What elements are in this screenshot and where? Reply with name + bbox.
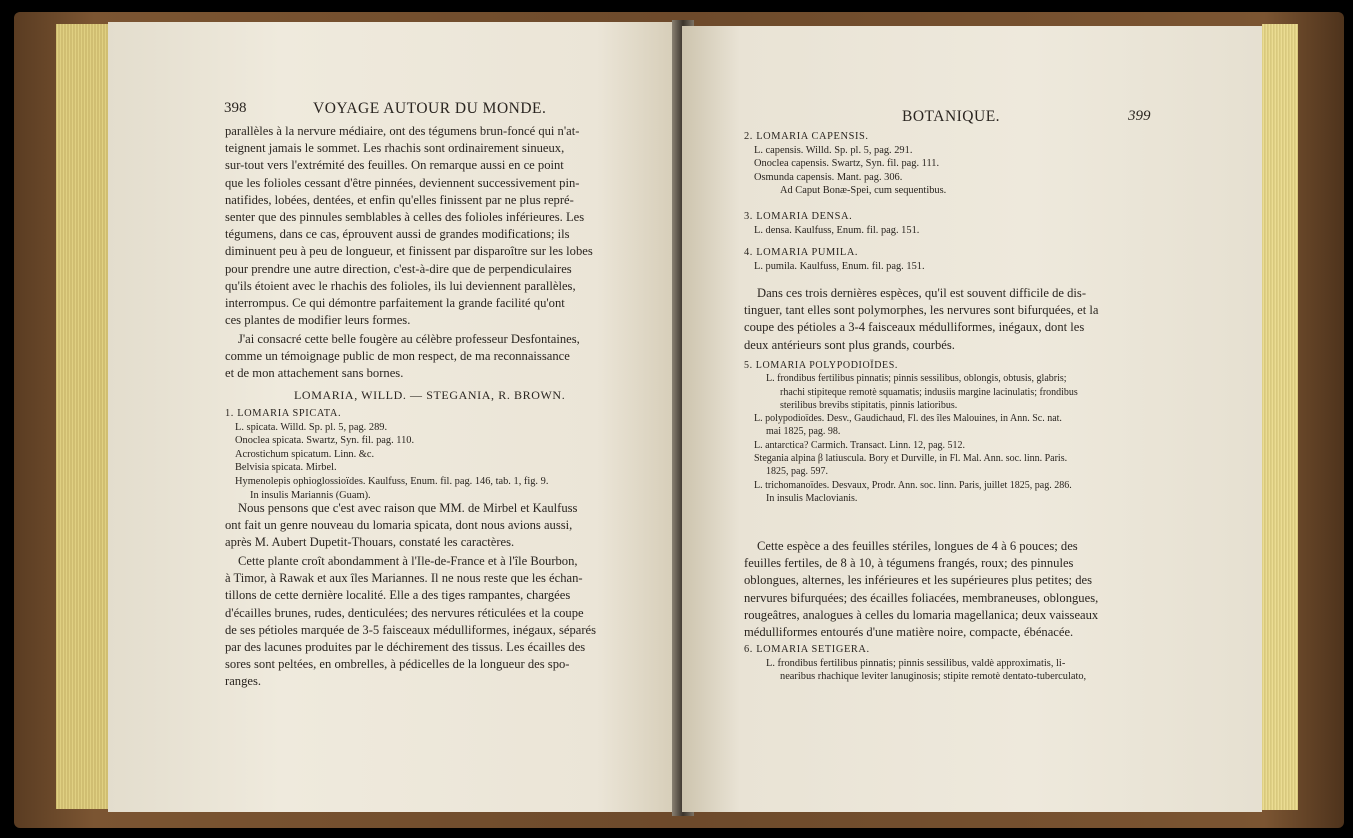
paragraph: parallèles à la nervure médiaire, ont des tégumens brun-foncé qui n'at- teignent jamais le sommet. Les rhachis sont ordinairement sinueux, sur-tout vers l'extrémité des feuilles. On remarque aussi en ce point que les folioles cessant d'être pinnées, deviennent successivement pin- natifides, lobées, dentées, et enfin qu'elles finissent par ne plus repré- senter que des pinnules semblables à celles des folioles inférieures. Les tégumens, dans ce cas, éprouvent aussi de grandes modifications; ils diminuent peu à peu de longueur, et finissent par disparoître sur les lobes pour prendre une autre direction, c'est-à-dire que de perpendiculaires qu'ils étoient avec le rhachis des folioles, ils lui deviennent parallèles, interrompus. Ce qui démontre parfaitement la grande facilité qu'ont ces plantes de modifier leurs formes.: [225, 124, 593, 328]
species-entry: 5. LOMARIA POLYPODIOÏDES. L. frondibus fertilibus pinnatis; pinnis sessilibus, oblongis, obtusis, glabris; rhachi stipiteque remotè squamatis; indusiis margine lacinulatis; frondibus sterilibus brevibs stipitatis, pinnis latioribus. L. polypodioïdes. Desv., Gaudichaud, Fl. des îles Malouines, in Ann. Sc. nat. mai 1825, pag. 98. L. antarctica? Carmich. Transact. Linn. 12, pag. 512. Stegania alpina β latiuscula. Bory et Durville, in Fl. Mal. Ann. soc. linn. Paris. 1825, pag. 597. L. trichomanoïdes. Desvaux, Prodr. Ann. soc. linn. Paris, juillet 1825, pag. 286. In insulis Maclovianis.: [744, 360, 1078, 504]
page-number: 398: [224, 100, 247, 116]
genus-heading: LOMARIA, WILLD. — STEGANIA, R. BROWN.: [294, 388, 566, 402]
right-page-edges: [1262, 24, 1298, 810]
species-heading: 2. LOMARIA CAPENSIS.: [744, 131, 869, 142]
species-entry: 2. LOMARIA CAPENSIS. L. capensis. Willd. Sp. pl. 5, pag. 291. Onoclea capensis. Swartz, Syn. fil. pag. 111. Osmunda capensis. Mant. pag. 306. Ad Caput Bonæ-Spei, cum sequentibus.: [744, 131, 947, 197]
running-head: VOYAGE AUTOUR DU MONDE.: [313, 100, 547, 117]
species-heading: 3. LOMARIA DENSA.: [744, 211, 853, 222]
left-page-edges: [56, 24, 108, 809]
paragraph: J'ai consacré cette belle fougère au célèbre professeur Desfontaines, comme un témoignage public de mon respect, de ma reconnaissance et de mon attachement sans bornes.: [225, 332, 580, 381]
species-entry: 4. LOMARIA PUMILA. L. pumila. Kaulfuss, Enum. fil. pag. 151.: [744, 247, 925, 272]
paragraph: Cette espèce a des feuilles stériles, longues de 4 à 6 pouces; des feuilles fertiles, de 8 à 10, à tégumens frangés, roux; des pinnules oblongues, alternes, les inférieures et les supérieures plus petites; des nervures bifurquées; des écailles foliacées, membraneuses, oblongues, rougeâtres, analogues à celles du lomaria magellanica; deux vaisseaux médulliformes entourés d'une matière noire, compacte, ébénacée.: [744, 539, 1099, 640]
species-heading: 5. LOMARIA POLYPODIOÏDES.: [744, 360, 899, 371]
paragraph: Cette plante croît abondamment à l'Ile-de-France et à l'île Bourbon, à Timor, à Rawak et aux îles Mariannes. Il ne nous reste que les échan- tillons de cette dernière localité. Elle a des tiges rampantes, chargées d'écailles brunes, rudes, denticulées; des nervures réticulées et la coupe de ses pétioles marquée de 3-5 faisceaux médulliformes, inégaux, séparés par des lacunes produites par le déchirement des tissus. Les écailles des sores sont peltées, en ombrelles, à pédicelles de la longueur des spo- ranges.: [225, 554, 597, 689]
paragraph: Dans ces trois dernières espèces, qu'il est souvent difficile de dis- tinguer, tant elles sont polymorphes, les nervures sont bifurquées, et la coupe des pétioles a 3-4 faisceaux médulliformes, inégaux, dont les deux antérieurs sont plus grands, courbés.: [744, 286, 1099, 352]
page-number: 399: [1128, 108, 1151, 124]
left-page: [108, 22, 684, 812]
paragraph: Nous pensons que c'est avec raison que MM. de Mirbel et Kaulfuss ont fait un genre nouveau du lomaria spicata, dont nous avions aussi, après M. Aubert Dupetit-Thouars, constaté les caractères.: [225, 501, 578, 550]
species-entry: 6. LOMARIA SETIGERA. L. frondibus fertilibus pinnatis; pinnis sessilibus, valdè approximatis, li- nearibus rhachique leviter lanuginosis; stipite remotè dentato-tuberculato,: [744, 644, 1087, 683]
species-heading: 6. LOMARIA SETIGERA.: [744, 644, 870, 655]
species-heading: 1. LOMARIA SPICATA.: [225, 408, 342, 419]
species-entry: 3. LOMARIA DENSA. L. densa. Kaulfuss, Enum. fil. pag. 151.: [744, 211, 920, 236]
running-head: BOTANIQUE.: [902, 108, 1001, 125]
right-page: [682, 26, 1262, 812]
species-heading: 4. LOMARIA PUMILA.: [744, 247, 859, 258]
species-entry: 1. LOMARIA SPICATA. L. spicata. Willd. Sp. pl. 5, pag. 289. Onoclea spicata. Swartz, Syn. fil. pag. 110. Acrostichum spicatum. Linn. &c. Belvisia spicata. Mirbel. Hymenolepis ophioglossioïdes. Kaulfuss, Enum. fil. pag. 146, tab. 1, fig. 9. In insulis Mariannis (Guam).: [225, 408, 549, 501]
